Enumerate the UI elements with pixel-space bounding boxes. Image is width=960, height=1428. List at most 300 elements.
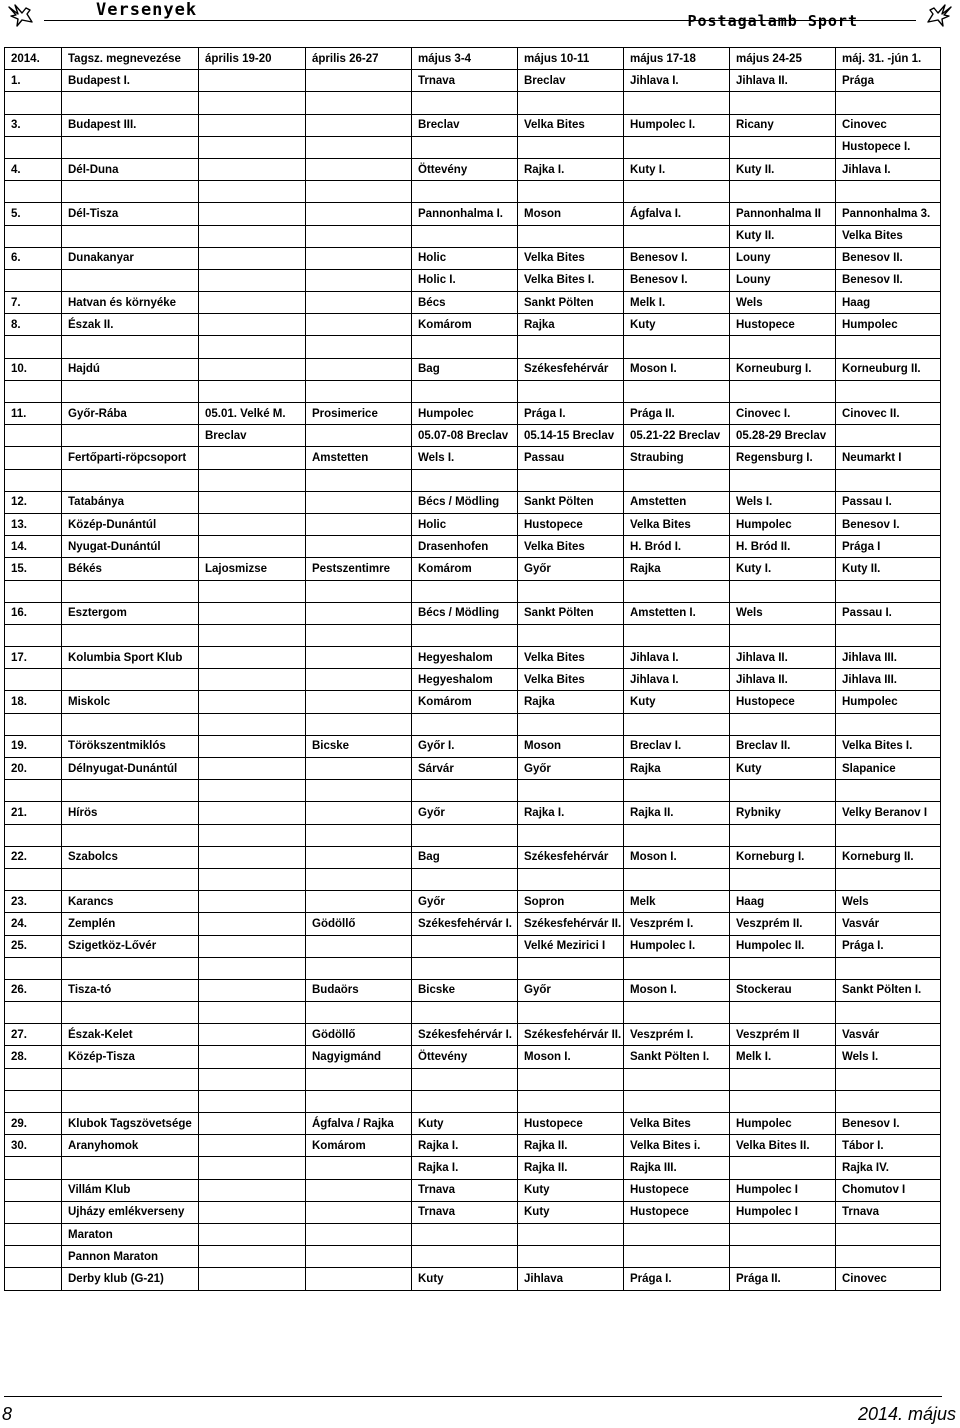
- race-location-cell: [412, 1068, 518, 1090]
- race-location-cell: Humpolec: [730, 1113, 836, 1135]
- race-location-cell: [412, 225, 518, 247]
- race-location-cell: Székesfehérvár I.: [412, 913, 518, 935]
- race-location-cell: [199, 1113, 306, 1135]
- race-location-cell: [836, 713, 941, 735]
- race-location-cell: Rajka I.: [412, 1135, 518, 1157]
- race-location-cell: Bag: [412, 846, 518, 868]
- table-row: [5, 1201, 941, 1223]
- column-header: Tagsz. megnevezése: [62, 48, 199, 70]
- table-row: [5, 602, 941, 624]
- race-location-cell: [199, 624, 306, 646]
- race-location-cell: [518, 336, 624, 358]
- race-location-cell: Bécs: [412, 292, 518, 314]
- row-number-cell: [5, 92, 62, 114]
- row-number-cell: 17.: [5, 647, 62, 669]
- race-location-cell: [730, 580, 836, 602]
- race-location-cell: Gödöllő: [306, 1024, 412, 1046]
- race-location-cell: [306, 203, 412, 225]
- table-row: [5, 425, 941, 447]
- race-location-cell: Haag: [836, 292, 941, 314]
- race-location-cell: Cinovec I.: [730, 403, 836, 425]
- race-location-cell: [412, 1246, 518, 1268]
- race-location-cell: [199, 1002, 306, 1024]
- race-location-cell: 05.28-29 Breclav: [730, 425, 836, 447]
- row-number-cell: [5, 1090, 62, 1112]
- race-location-cell: Moson I.: [624, 358, 730, 380]
- race-location-cell: Pannonhalma 3.: [836, 203, 941, 225]
- row-number-cell: 8.: [5, 314, 62, 336]
- race-location-cell: Amstetten: [624, 491, 730, 513]
- race-location-cell: Rajka: [624, 758, 730, 780]
- table-row: [5, 491, 941, 513]
- member-name-cell: Fertőparti-röpcsoport: [62, 447, 199, 469]
- race-location-cell: Bécs / Mödling: [412, 602, 518, 624]
- race-location-cell: Sankt Pölten I.: [836, 979, 941, 1001]
- race-location-cell: Jihlava II.: [730, 669, 836, 691]
- race-location-cell: [199, 269, 306, 291]
- race-location-cell: Hustopece: [624, 1179, 730, 1201]
- race-location-cell: [306, 358, 412, 380]
- race-location-cell: Melk I.: [730, 1046, 836, 1068]
- race-location-cell: [199, 336, 306, 358]
- table-row: [5, 868, 941, 890]
- row-number-cell: [5, 269, 62, 291]
- race-location-cell: Kuty: [412, 1268, 518, 1290]
- pigeon-logo-icon: [922, 2, 954, 30]
- race-location-cell: Kuty I.: [730, 558, 836, 580]
- member-name-cell: [62, 669, 199, 691]
- race-location-cell: [518, 713, 624, 735]
- race-location-cell: Győr: [518, 758, 624, 780]
- race-location-cell: Győr: [412, 891, 518, 913]
- table-row: [5, 1090, 941, 1112]
- race-location-cell: Benesov I.: [624, 247, 730, 269]
- race-location-cell: Rajka II.: [518, 1157, 624, 1179]
- race-location-cell: [518, 868, 624, 890]
- member-name-cell: Délnyugat-Dunántúl: [62, 758, 199, 780]
- race-location-cell: Rajka: [518, 691, 624, 713]
- row-number-cell: 15.: [5, 558, 62, 580]
- race-location-cell: [199, 1201, 306, 1223]
- row-number-cell: 23.: [5, 891, 62, 913]
- column-header: május 17-18: [624, 48, 730, 70]
- race-location-cell: [306, 225, 412, 247]
- row-number-cell: 20.: [5, 758, 62, 780]
- footer-rule: [4, 1396, 942, 1397]
- row-number-cell: 6.: [5, 247, 62, 269]
- row-number-cell: 26.: [5, 979, 62, 1001]
- race-location-cell: [518, 1246, 624, 1268]
- race-location-cell: [730, 1157, 836, 1179]
- member-name-cell: Dél-Tisza: [62, 203, 199, 225]
- race-location-cell: [199, 136, 306, 158]
- table-row: [5, 269, 941, 291]
- race-location-cell: [306, 181, 412, 203]
- race-location-cell: Slapanice: [836, 758, 941, 780]
- race-location-cell: Velka Bites: [624, 513, 730, 535]
- race-location-cell: [412, 624, 518, 646]
- race-location-cell: [624, 824, 730, 846]
- table-row: [5, 1113, 941, 1135]
- race-location-cell: [199, 1223, 306, 1245]
- race-location-cell: Moson: [518, 203, 624, 225]
- race-location-cell: Komárom: [412, 691, 518, 713]
- race-location-cell: [199, 1135, 306, 1157]
- table-row: [5, 935, 941, 957]
- race-location-cell: [412, 1090, 518, 1112]
- member-name-cell: [62, 824, 199, 846]
- race-location-cell: Hegyeshalom: [412, 647, 518, 669]
- table-row: [5, 70, 941, 92]
- member-name-cell: Esztergom: [62, 602, 199, 624]
- row-number-cell: [5, 713, 62, 735]
- race-location-cell: [624, 136, 730, 158]
- member-name-cell: Nyugat-Dunántúl: [62, 536, 199, 558]
- race-location-cell: [518, 380, 624, 402]
- table-row: [5, 447, 941, 469]
- member-name-cell: [62, 868, 199, 890]
- race-location-cell: Moson I.: [624, 979, 730, 1001]
- row-number-cell: 28.: [5, 1046, 62, 1068]
- row-number-cell: 22.: [5, 846, 62, 868]
- race-location-cell: [730, 469, 836, 491]
- table-row: [5, 314, 941, 336]
- race-location-cell: [306, 292, 412, 314]
- race-location-cell: [199, 247, 306, 269]
- table-row: [5, 647, 941, 669]
- race-location-cell: [306, 669, 412, 691]
- race-location-cell: Prága I.: [836, 935, 941, 957]
- race-location-cell: Velka Bites: [624, 1113, 730, 1135]
- row-number-cell: [5, 780, 62, 802]
- race-location-cell: Korneburg I.: [730, 846, 836, 868]
- race-location-cell: [412, 380, 518, 402]
- race-location-cell: Hegyeshalom: [412, 669, 518, 691]
- member-name-cell: Tisza-tó: [62, 979, 199, 1001]
- race-location-cell: [730, 1068, 836, 1090]
- race-location-cell: Ágfalva I.: [624, 203, 730, 225]
- row-number-cell: 5.: [5, 203, 62, 225]
- race-location-cell: [836, 181, 941, 203]
- race-location-cell: Kuty: [730, 758, 836, 780]
- race-location-cell: [199, 1024, 306, 1046]
- row-number-cell: 16.: [5, 602, 62, 624]
- race-location-cell: [730, 713, 836, 735]
- race-location-cell: Hustopece: [624, 1201, 730, 1223]
- race-location-cell: Hustopece I.: [836, 136, 941, 158]
- race-location-cell: [199, 580, 306, 602]
- race-location-cell: [199, 225, 306, 247]
- race-location-cell: [836, 92, 941, 114]
- table-row: [5, 846, 941, 868]
- race-location-cell: [730, 624, 836, 646]
- race-location-cell: [306, 1268, 412, 1290]
- row-number-cell: 29.: [5, 1113, 62, 1135]
- race-location-cell: [306, 70, 412, 92]
- race-location-cell: [306, 824, 412, 846]
- race-location-cell: [306, 691, 412, 713]
- race-location-cell: Humpolec: [836, 314, 941, 336]
- race-location-cell: Sankt Pölten: [518, 602, 624, 624]
- race-location-cell: [199, 780, 306, 802]
- row-number-cell: 7.: [5, 292, 62, 314]
- race-location-cell: Veszprém II.: [730, 913, 836, 935]
- race-location-cell: Győr: [518, 979, 624, 1001]
- race-location-cell: Sankt Pölten I.: [624, 1046, 730, 1068]
- race-location-cell: [624, 780, 730, 802]
- race-location-cell: Jihlava: [518, 1268, 624, 1290]
- race-location-cell: [306, 469, 412, 491]
- race-location-cell: [836, 336, 941, 358]
- race-location-cell: [836, 1090, 941, 1112]
- column-header: május 3-4: [412, 48, 518, 70]
- race-location-cell: [624, 580, 730, 602]
- table-row: [5, 181, 941, 203]
- race-location-cell: Benesov II.: [836, 247, 941, 269]
- race-location-cell: [518, 1223, 624, 1245]
- row-number-cell: [5, 1002, 62, 1024]
- table-row: [5, 536, 941, 558]
- column-header: április 26-27: [306, 48, 412, 70]
- magazine-title: Postagalamb Sport: [687, 12, 858, 30]
- race-location-cell: [199, 913, 306, 935]
- race-location-cell: [306, 647, 412, 669]
- row-number-cell: [5, 225, 62, 247]
- race-location-cell: [412, 580, 518, 602]
- member-name-cell: Dél-Duna: [62, 158, 199, 180]
- race-location-cell: Kuty: [624, 314, 730, 336]
- race-location-cell: Lajosmizse: [199, 558, 306, 580]
- race-location-cell: [199, 1046, 306, 1068]
- member-name-cell: Közép-Dunántúl: [62, 513, 199, 535]
- column-header: 2014.: [5, 48, 62, 70]
- member-name-cell: [62, 469, 199, 491]
- race-location-cell: Velka Bites: [518, 647, 624, 669]
- race-location-cell: [306, 269, 412, 291]
- race-location-cell: Öttevény: [412, 1046, 518, 1068]
- race-location-cell: [199, 114, 306, 136]
- member-name-cell: Győr-Rába: [62, 403, 199, 425]
- row-number-cell: 14.: [5, 536, 62, 558]
- race-location-cell: Humpolec I.: [624, 114, 730, 136]
- race-schedule-table: [4, 47, 941, 1291]
- race-location-cell: [306, 247, 412, 269]
- race-location-cell: Pannonhalma I.: [412, 203, 518, 225]
- race-location-cell: [199, 802, 306, 824]
- race-location-cell: [199, 758, 306, 780]
- race-location-cell: [624, 1002, 730, 1024]
- race-location-cell: [306, 136, 412, 158]
- race-location-cell: [306, 114, 412, 136]
- race-location-cell: [306, 1002, 412, 1024]
- race-location-cell: Ágfalva / Rajka: [306, 1113, 412, 1135]
- table-row: [5, 957, 941, 979]
- race-location-cell: [199, 1090, 306, 1112]
- race-location-cell: Ricany: [730, 114, 836, 136]
- race-location-cell: Hustopece: [518, 513, 624, 535]
- race-location-cell: Straubing: [624, 447, 730, 469]
- race-location-cell: Holic: [412, 513, 518, 535]
- row-number-cell: [5, 447, 62, 469]
- race-location-cell: Bicske: [306, 735, 412, 757]
- race-location-cell: [624, 624, 730, 646]
- race-location-cell: Pestszentimre: [306, 558, 412, 580]
- race-location-cell: Jihlava III.: [836, 647, 941, 669]
- row-number-cell: 30.: [5, 1135, 62, 1157]
- race-location-cell: H. Bród II.: [730, 536, 836, 558]
- table-row: [5, 292, 941, 314]
- member-name-cell: [62, 181, 199, 203]
- race-location-cell: Sopron: [518, 891, 624, 913]
- race-location-cell: [624, 336, 730, 358]
- race-location-cell: Győr: [518, 558, 624, 580]
- race-location-cell: [518, 1002, 624, 1024]
- race-location-cell: Bag: [412, 358, 518, 380]
- race-location-cell: [199, 536, 306, 558]
- race-location-cell: [199, 935, 306, 957]
- race-location-cell: Prosimerice: [306, 403, 412, 425]
- race-location-cell: [199, 203, 306, 225]
- race-location-cell: [306, 758, 412, 780]
- column-header: április 19-20: [199, 48, 306, 70]
- member-name-cell: Aranyhomok: [62, 1135, 199, 1157]
- member-name-cell: [62, 580, 199, 602]
- member-name-cell: [62, 225, 199, 247]
- table-row: [5, 580, 941, 602]
- race-location-cell: [199, 1157, 306, 1179]
- race-location-cell: [199, 1246, 306, 1268]
- row-number-cell: 21.: [5, 802, 62, 824]
- member-name-cell: Törökszentmiklós: [62, 735, 199, 757]
- race-location-cell: [306, 624, 412, 646]
- member-name-cell: Derby klub (G-21): [62, 1268, 199, 1290]
- race-location-cell: [306, 1157, 412, 1179]
- race-location-cell: Sárvár: [412, 758, 518, 780]
- race-location-cell: Humpolec I.: [624, 935, 730, 957]
- row-number-cell: [5, 669, 62, 691]
- race-location-cell: Székesfehérvár: [518, 846, 624, 868]
- member-name-cell: Hajdú: [62, 358, 199, 380]
- race-location-cell: Kuty: [412, 1113, 518, 1135]
- member-name-cell: Karancs: [62, 891, 199, 913]
- race-location-cell: [624, 1068, 730, 1090]
- race-location-cell: [412, 957, 518, 979]
- race-location-cell: Tábor I.: [836, 1135, 941, 1157]
- race-location-cell: [306, 158, 412, 180]
- member-name-cell: Ujházy emlékverseny: [62, 1201, 199, 1223]
- table-row: [5, 691, 941, 713]
- race-location-cell: Humpolec: [412, 403, 518, 425]
- race-location-cell: Breclav: [412, 114, 518, 136]
- race-location-cell: Humpolec I: [730, 1179, 836, 1201]
- race-location-cell: Korneuburg II.: [836, 358, 941, 380]
- race-location-cell: [624, 181, 730, 203]
- race-location-cell: [518, 957, 624, 979]
- race-location-cell: [199, 358, 306, 380]
- member-name-cell: [62, 1002, 199, 1024]
- table-row: [5, 913, 941, 935]
- table-row: [5, 891, 941, 913]
- column-header: máj. 31. -jún 1.: [836, 48, 941, 70]
- race-location-cell: Holic I.: [412, 269, 518, 291]
- race-location-cell: Amstetten: [306, 447, 412, 469]
- race-location-cell: [624, 957, 730, 979]
- table-row: [5, 1024, 941, 1046]
- row-number-cell: 13.: [5, 513, 62, 535]
- race-location-cell: [199, 158, 306, 180]
- race-location-cell: [199, 292, 306, 314]
- member-name-cell: Dunakanyar: [62, 247, 199, 269]
- table-row: [5, 247, 941, 269]
- member-name-cell: [62, 624, 199, 646]
- table-row: [5, 403, 941, 425]
- race-location-cell: Prága I.: [518, 403, 624, 425]
- member-name-cell: [62, 1157, 199, 1179]
- race-location-cell: [836, 624, 941, 646]
- race-location-cell: Wels: [730, 292, 836, 314]
- race-location-cell: Trnava: [412, 1179, 518, 1201]
- race-location-cell: Rajka I.: [412, 1157, 518, 1179]
- race-location-cell: [412, 336, 518, 358]
- race-location-cell: [412, 935, 518, 957]
- member-name-cell: [62, 713, 199, 735]
- race-location-cell: Jihlava III.: [836, 669, 941, 691]
- race-location-cell: [730, 1090, 836, 1112]
- race-location-cell: Sankt Pölten: [518, 491, 624, 513]
- race-location-cell: Breclav: [199, 425, 306, 447]
- table-row: [5, 979, 941, 1001]
- race-location-cell: [836, 1246, 941, 1268]
- race-location-cell: [518, 181, 624, 203]
- race-location-cell: Hustopece: [730, 691, 836, 713]
- race-location-cell: Humpolec II.: [730, 935, 836, 957]
- race-location-cell: [518, 780, 624, 802]
- race-location-cell: [518, 469, 624, 491]
- row-number-cell: [5, 425, 62, 447]
- race-location-cell: Velka Bites i.: [624, 1135, 730, 1157]
- race-location-cell: Kuty II.: [730, 158, 836, 180]
- race-location-cell: Wels: [836, 891, 941, 913]
- table-row: [5, 758, 941, 780]
- race-location-cell: [306, 802, 412, 824]
- race-location-cell: [199, 979, 306, 1001]
- member-name-cell: Pannon Maraton: [62, 1246, 199, 1268]
- table-row: [5, 469, 941, 491]
- race-location-cell: Rajka II.: [518, 1135, 624, 1157]
- member-name-cell: Maraton: [62, 1223, 199, 1245]
- row-number-cell: [5, 1068, 62, 1090]
- race-location-cell: [199, 513, 306, 535]
- table-row: [5, 1046, 941, 1068]
- race-location-cell: Velka Bites: [518, 669, 624, 691]
- race-location-cell: [199, 181, 306, 203]
- race-location-cell: Wels I.: [836, 1046, 941, 1068]
- race-location-cell: Passau I.: [836, 602, 941, 624]
- member-name-cell: Hatvan és környéke: [62, 292, 199, 314]
- race-location-cell: [624, 92, 730, 114]
- race-location-cell: [624, 1223, 730, 1245]
- race-location-cell: Breclav II.: [730, 735, 836, 757]
- race-location-cell: [836, 469, 941, 491]
- race-location-cell: [730, 957, 836, 979]
- race-location-cell: Kuty II.: [730, 225, 836, 247]
- race-location-cell: [518, 225, 624, 247]
- race-location-cell: Prága II.: [624, 403, 730, 425]
- race-location-cell: [199, 491, 306, 513]
- race-location-cell: Prága: [836, 70, 941, 92]
- section-title: Versenyek: [96, 0, 198, 20]
- race-location-cell: Velka Bites I.: [518, 269, 624, 291]
